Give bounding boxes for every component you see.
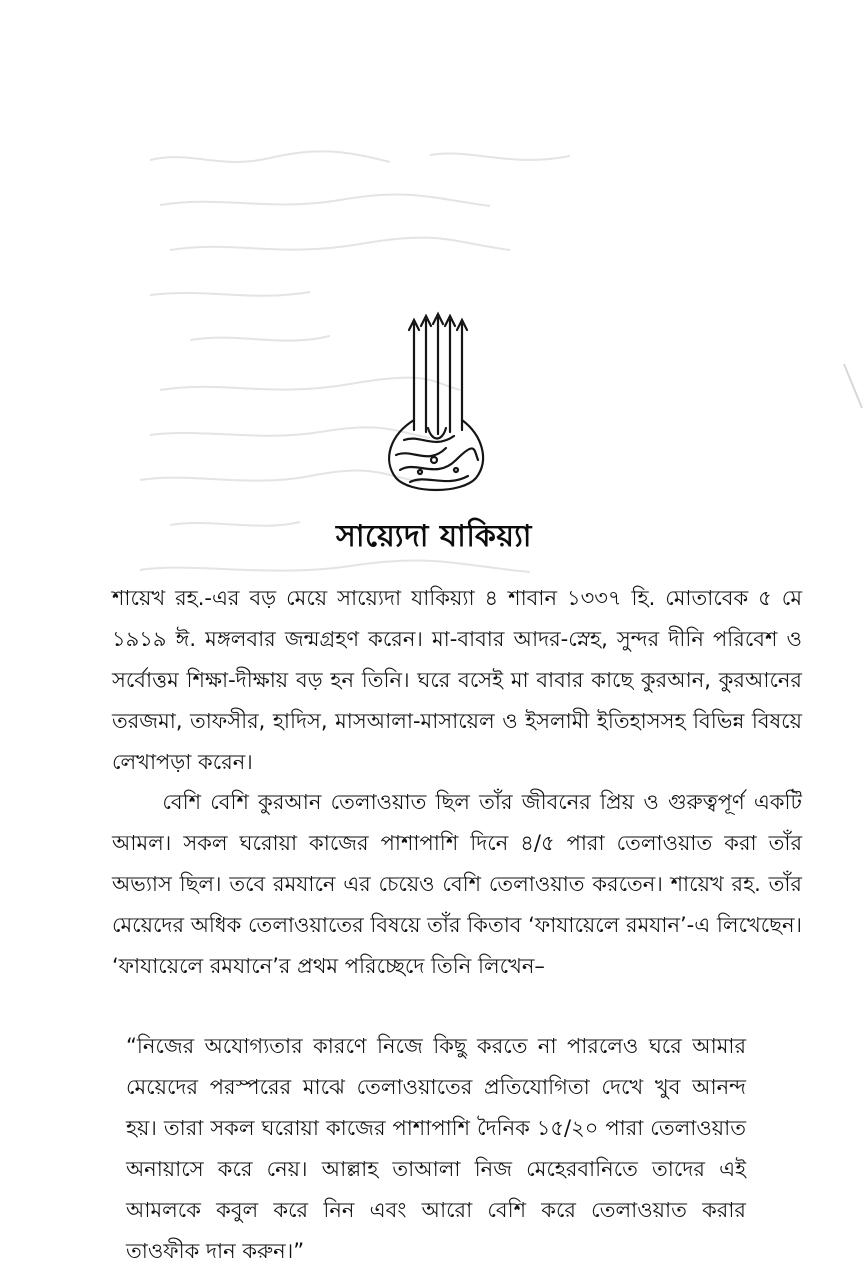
page-edge-mark [840, 358, 868, 418]
bismillah-calligraphy-icon [376, 310, 496, 495]
block-quote: “নিজের অযোগ্যতার কারণে নিজে কিছু করতে না পারলেও ঘরে আমার মেয়েদের পরস্পরের মাঝে তেলাওয়াতের প্রতিযোগিতা দেখে খুব আনন্দ হয়। তারা সকল ঘরোয়া কাজের পাশাপাশি দৈনিক ১৫/২০ পারা তেলাওয়াত অনায়াসে করে নেয়। আল্লাহ তাআলা নিজ মেহেরবানিতে তাদের এই আমলকে কবুল করে নিন এবং আরো বেশি করে তেলাওয়াত করার তাওফীক দান করুন।” [126, 1034, 746, 1263]
paragraph-2: বেশি বেশি কুরআন তেলাওয়াত ছিল তাঁর জীবনের প্রিয় ও গুরুত্বপূর্ণ একটি আমল। সকল ঘরোয়া কাজের পাশাপাশি দিনে ৪/৫ পারা তেলাওয়াত করা তাঁর অভ্যাস ছিল। তবে রমযানে এর চেয়েও বেশি তেলাওয়াত করতেন। শায়েখ রহ. তাঁর মেয়েদের অধিক তেলাওয়াতের বিষয়ে তাঁর কিতাব ‘ফাযায়েলে রমযান’-এ লিখেছেন। ‘ফাযায়েলে রমযানে’র প্রথম পরিচ্ছেদে তিনি লিখেন– [112, 790, 802, 978]
chapter-title: সায়্যেদা যাকিয়্যা [336, 519, 532, 554]
paragraph-1: শায়েখ রহ.-এর বড় মেয়ে সায়্যেদা যাকিয়্যা ৪ শাবান ১৩৩৭ হি. মোতাবেক ৫ মে ১৯১৯ ঈ. মঙ্গলবার জন্মগ্রহণ করেন। মা-বাবার আদর-স্নেহ, সুন্দর দীনি পরিবেশ ও সর্বোত্তম শিক্ষা-দীক্ষায় বড় হন তিনি। ঘরে বসেই মা বাবার কাছে কুরআন, কুরআনের তরজমা, তাফসীর, হাদিস, মাসআলা-মাসায়েল ও ইসলামী ইতিহাসসহ বিভিন্ন বিষয়ে লেখাপড়া করেন। [112, 586, 802, 774]
